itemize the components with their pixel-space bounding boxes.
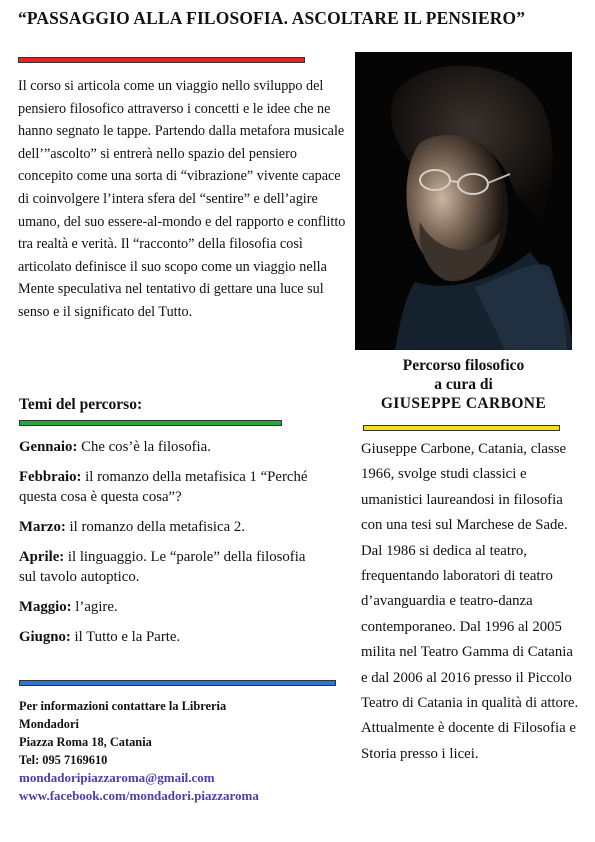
- phone: Tel: 095 7169610: [19, 753, 108, 767]
- topic-text: il romanzo della metafisica 2.: [65, 519, 245, 535]
- address: Piazza Roma 18, Catania: [19, 735, 152, 749]
- intro-text: Il corso si articola come un viaggio nello sviluppo del pensiero filosofico attraverso i concetti e le idee che ne hanno segnato le tappe. Partendo dalla metafora musicale dell’”ascolto” si entrerà nello spazio del pensiero concepito come una sorta di “vibrazione” vivente capace di coinvolgere l’intera sfera del “sentire” e dell’agire umano, del suo essere-al-mondo e del rapporto e conflitto tra realtà e verità. Il “racconto” della filosofia così articolato definisce il suo scopo come un viaggio nella Mente speculativa nel tentativo di gettare una luce sul senso e il significato del Tutto.: [18, 78, 346, 320]
- topic-text: l’agire.: [71, 599, 118, 615]
- facebook-link[interactable]: www.facebook.com/mondadori.piazzaroma: [19, 788, 259, 803]
- month-label: Febbraio:: [19, 469, 82, 485]
- month-label: Giugno:: [19, 629, 71, 645]
- blue-divider: [19, 680, 336, 686]
- author-bio: [361, 437, 579, 767]
- red-divider: [18, 57, 305, 63]
- email-link[interactable]: mondadoripiazzaroma@gmail.com: [19, 770, 215, 785]
- portrait-photo: [355, 52, 572, 350]
- author-name: GIUSEPPE CARBONE: [380, 395, 547, 412]
- yellow-divider: [363, 425, 560, 431]
- month-label: Maggio:: [19, 599, 72, 615]
- green-divider: [19, 420, 282, 426]
- caption-line2: a cura di: [434, 376, 493, 393]
- list-item: [19, 467, 319, 507]
- list-item: [19, 597, 319, 617]
- intro-paragraph: [18, 75, 350, 324]
- temi-list: [19, 437, 319, 657]
- month-label: Aprile:: [19, 549, 65, 565]
- topic-text: Che cos’è la filosofia.: [77, 439, 211, 455]
- list-item: [19, 517, 319, 537]
- contact-line: Per informazioni contattare la Libreria: [19, 699, 227, 713]
- page-title: “PASSAGGIO ALLA FILOSOFIA. ASCOLTARE IL PENSIERO”: [18, 8, 526, 28]
- temi-heading: Temi del percorso:: [19, 396, 143, 413]
- month-label: Marzo:: [19, 519, 66, 535]
- topic-text: il romanzo della metafisica 1 “Perché questa cosa è questa cosa”?: [19, 469, 308, 505]
- list-item: [19, 547, 319, 587]
- contact-line: Mondadori: [19, 717, 79, 731]
- list-item: [19, 437, 319, 457]
- contact-info: [19, 697, 339, 805]
- photo-caption: [355, 356, 572, 413]
- list-item: [19, 627, 319, 647]
- caption-line1: Percorso filosofico: [402, 357, 525, 374]
- month-label: Gennaio:: [19, 439, 78, 455]
- bio-text: Giuseppe Carbone, Catania, classe 1966, svolge studi classici e umanistici laureandosi in filosofia con una tesi sul Marchese de Sade. Dal 1986 si dedica al teatro, frequentando laboratori di teatro d’avanguardia e teatro-danza contemporaneo. Dal 1996 al 2005 milita nel Teatro Gamma di Catania e dal 2006 al 2016 presso il Piccolo Teatro di Catania in qualità di attore. Attualmente è docente di Filosofia e Storia presso i licei.: [361, 441, 579, 762]
- portrait-icon: [355, 52, 572, 350]
- topic-text: il linguaggio. Le “parole” della filosofia sul tavolo autoptico.: [19, 549, 306, 585]
- topic-text: il Tutto e la Parte.: [70, 629, 181, 645]
